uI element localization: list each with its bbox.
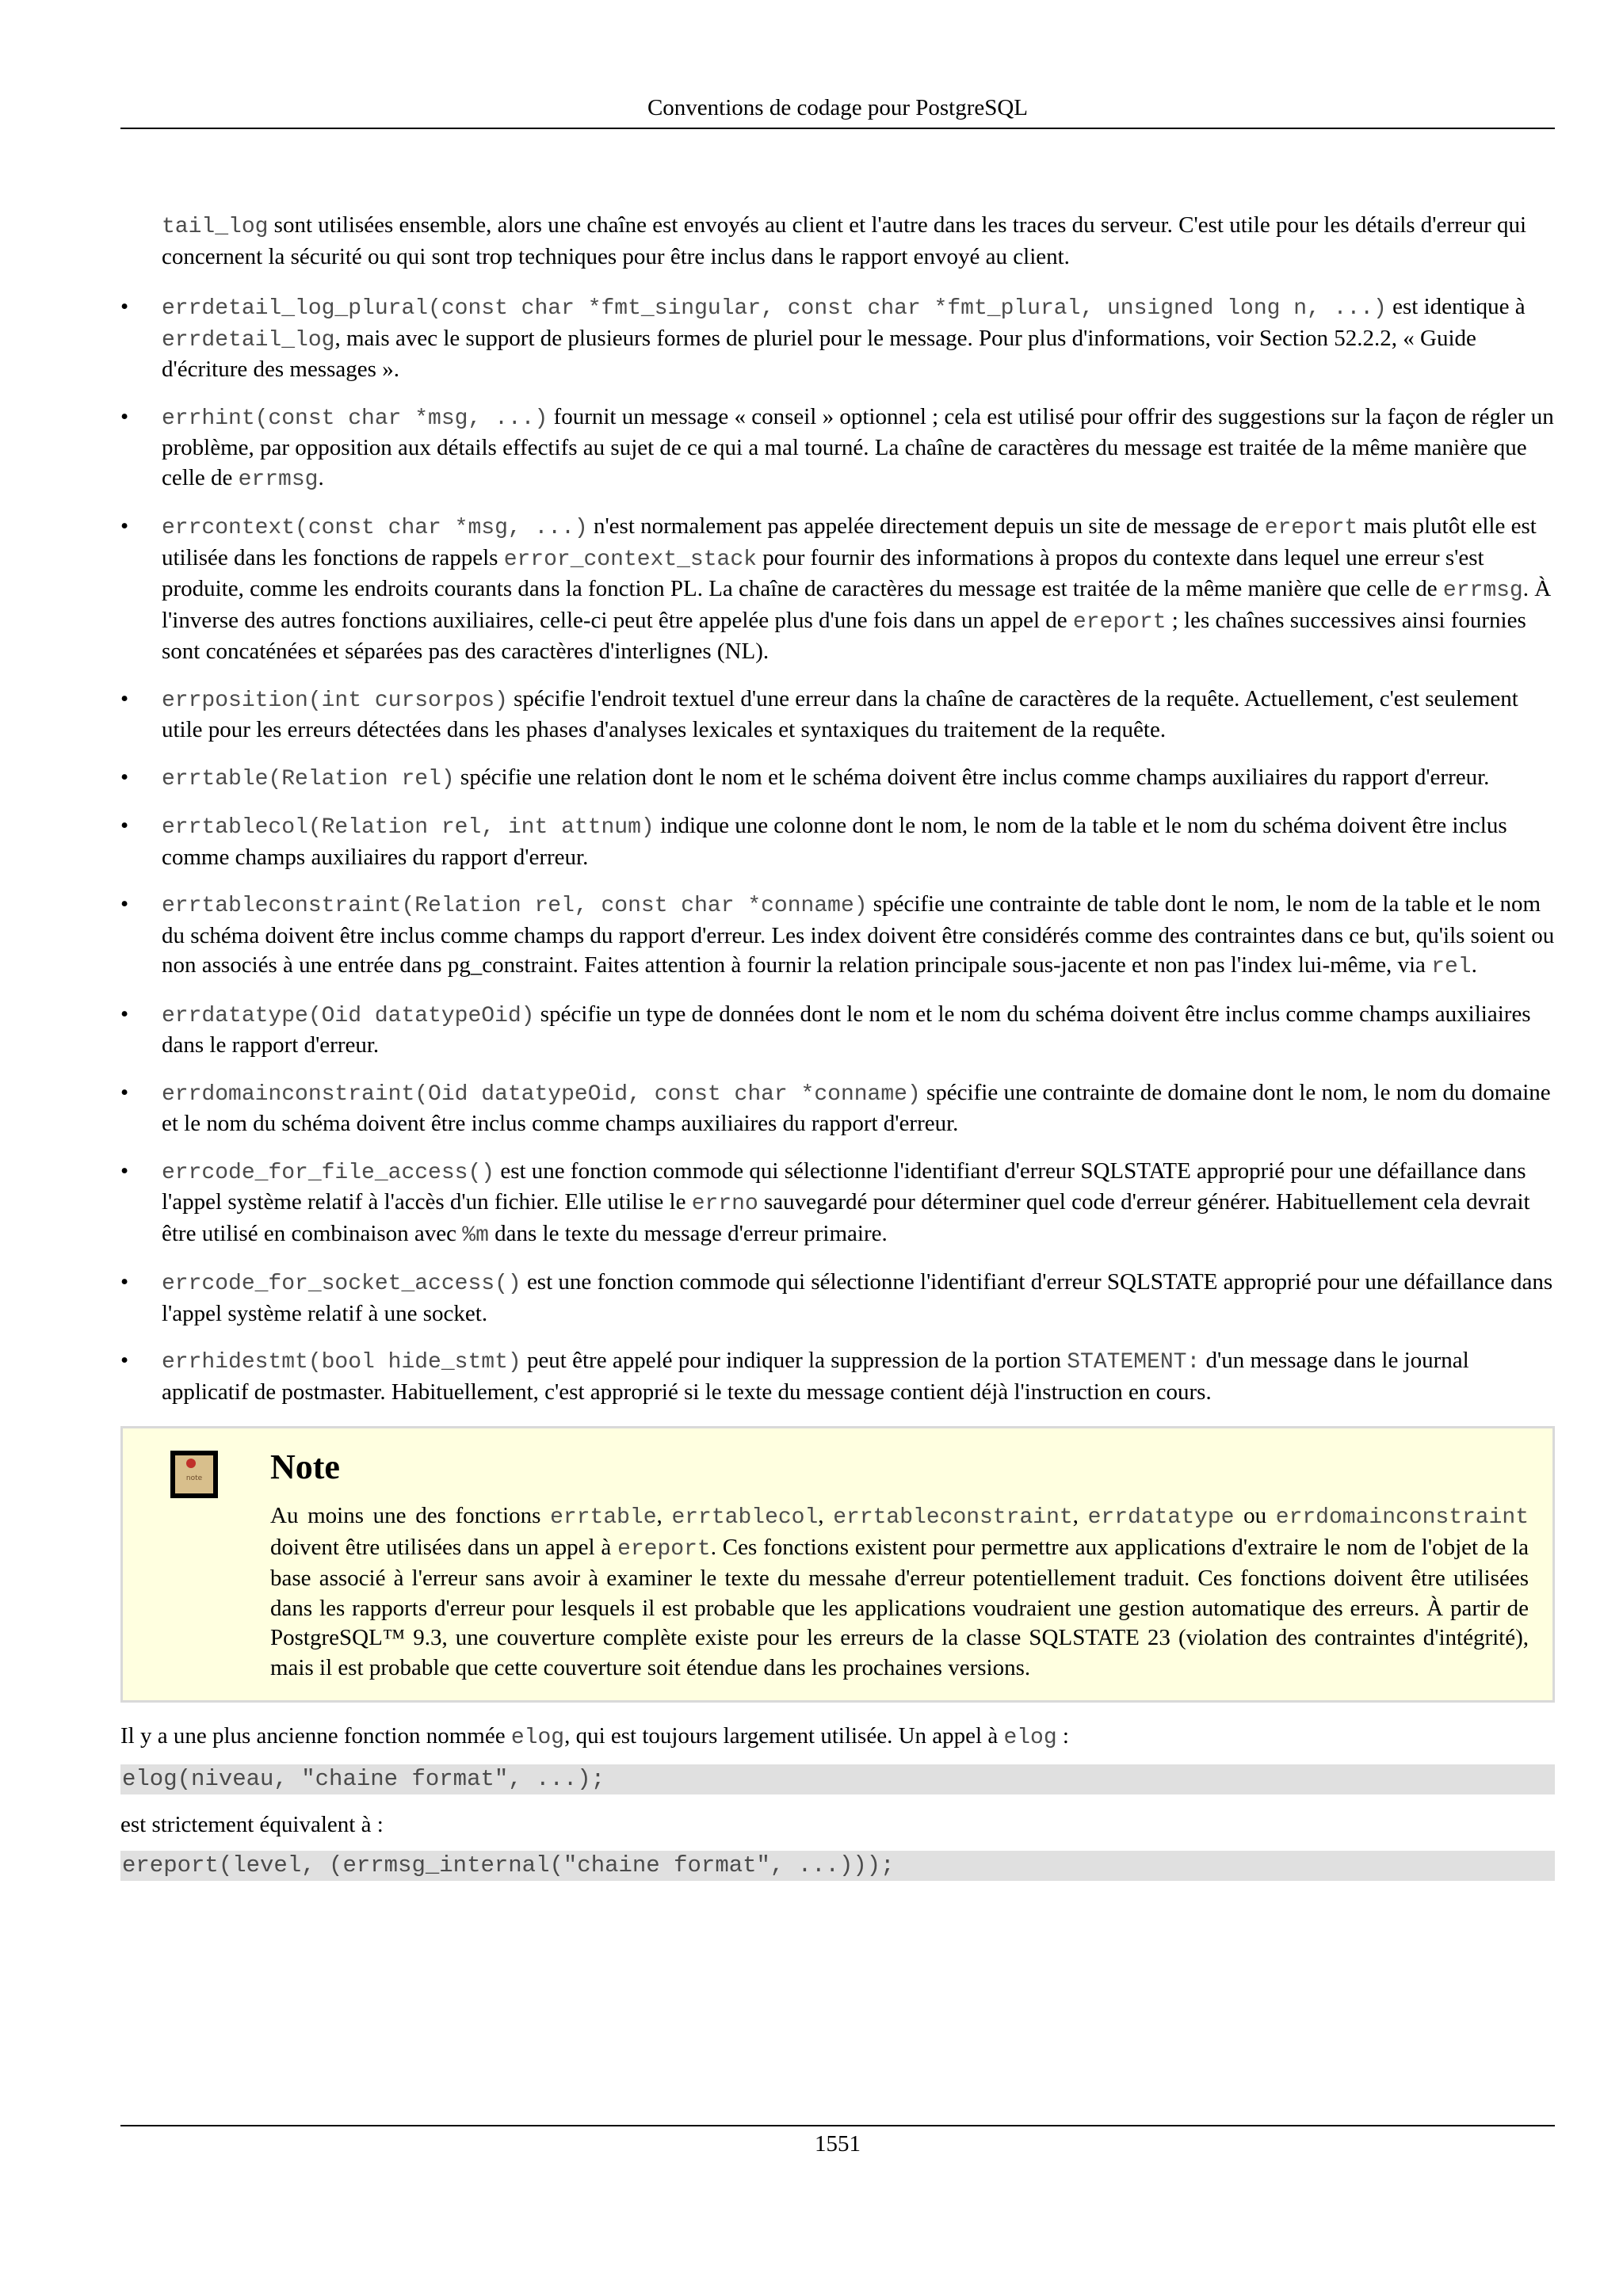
note-box [120,1426,1555,1703]
inline-code: error_context_stack [503,547,757,572]
inline-code: errmsg [238,467,319,492]
note-title: Note [270,1447,340,1486]
bullet-marker: • [120,764,129,790]
text-run: , [818,1503,834,1528]
inline-code: errdatatype [1087,1505,1235,1530]
text-run: fournit un message « conseil » optionnel ; cela est utilisé pour offrir des suggestions sur la façon de régler un problème, par opposition aux détails effectifs au sujet de ce qui a mal tourné. La chaîne de caractères du message est traitée de la même manière que celle de [162,403,1554,490]
inline-code: tail_log [162,215,269,239]
inline-code: elog [1003,1726,1057,1750]
bullet-marker: • [120,1001,129,1027]
list-item [120,512,1555,667]
text-run: est identique à [1386,294,1526,319]
inline-code: errno [691,1192,758,1216]
bullet-marker: • [120,1158,129,1184]
text-run: , [656,1503,672,1528]
inline-code: errcode_for_socket_access() [162,1272,521,1296]
inline-code: %m [462,1222,489,1248]
list-item [120,763,1555,795]
inline-code: errtable [550,1505,657,1530]
list-item [120,292,1555,385]
bullet-marker: • [120,294,129,319]
text-run: est une fonction commode qui sélectionne l'identifiant d'erreur SQLSTATE approprié pour une défaillance dans l'appel système relatif à une socket. [162,1269,1553,1326]
inline-code: errtableconstraint(Relation rel, const char *conname) [162,894,868,918]
text-run: pour fournir des informations à propos du contexte dans lequel une erreur s'est produite, comme les endroits courants dans la fonction PL. La chaîne de caractères du message est traitée de la même manière que celle de [162,544,1484,601]
bullet-marker: • [120,685,129,711]
text-run: spécifie une contrainte de domaine dont le nom, le nom du domaine et le nom du schéma doivent être inclus comme champs auxiliaires du rapport d'erreur. [162,1079,1551,1136]
inline-code: ereport [1264,516,1358,540]
text-run: . [1471,952,1477,978]
inline-code: errmsg [1442,578,1523,603]
list-item [120,1157,1555,1251]
note-icon [170,1451,218,1498]
bullet-marker: • [120,1269,129,1295]
equivalence-paragraph: est strictement équivalent à : [120,1811,384,1837]
text-run: : [1056,1723,1069,1749]
page-content [120,211,1555,1897]
text-run: Il y a une plus ancienne fonction nommée [120,1723,511,1749]
bullet-marker: • [120,813,129,838]
header-rule [120,128,1555,129]
inline-code: errdetail_log_plural(const char *fmt_singular, const char *fmt_plural, unsigned long n, ...) [162,296,1387,321]
inline-code: errdomainconstraint [1275,1505,1529,1530]
text-run: est une fonction commode qui sélectionne l'identifiant d'erreur SQLSTATE approprié pour une défaillance dans l'appel système relatif à l'accès d'un fichier. Elle utilise le [162,1158,1526,1215]
code-block-ereport: ereport(level, (errmsg_internal("chaine format", ...))); [120,1851,1555,1881]
code-block-elog: elog(niveau, "chaine format", ...); [120,1764,1555,1794]
inline-code: errhint(const char *msg, ...) [162,406,548,431]
text-run: d'un message dans le journal applicatif de postmaster. Habituellement, c'est approprié si le texte du message contient déjà l'instruction en cours. [162,1348,1469,1405]
inline-code: errtablecol [671,1505,819,1530]
inline-code: STATEMENT: [1067,1350,1201,1375]
note-body [270,1501,1529,1683]
text-run: spécifie l'endroit textuel d'une erreur dans la chaîne de caractères de la requête. Actuellement, c'est seulement utile pour les erreurs détectées dans les phases d'analyses lexicales et syntaxiques du traitement de la requête. [162,685,1518,742]
list-item [120,1078,1555,1139]
inline-code: ereport [1072,609,1167,635]
text-run: dans le texte du message d'erreur primaire. [488,1220,888,1246]
text-run: n'est normalement pas appelée directement depuis un site de message de [587,513,1265,539]
inline-code: errposition(int cursorpos) [162,688,508,713]
text-run: mais plutôt elle est utilisée dans les fonctions de rappels [162,513,1537,570]
inline-code: ereport [617,1536,711,1562]
bullet-marker: • [120,513,129,539]
running-header: Conventions de codage pour PostgreSQL [647,95,1029,120]
text-run: . À l'inverse des autres fonctions auxiliaires, celle-ci peut être appelée plus d'une fois dans un appel de [162,576,1552,633]
text-run: , qui est toujours largement utilisée. Un appel à [564,1723,1004,1749]
inline-code: errtable(Relation rel) [162,766,455,791]
list-item [120,1346,1555,1407]
inline-code: errtablecol(Relation rel, int attnum) [162,815,655,840]
text-run: spécifie une relation dont le nom et le schéma doivent être inclus comme champs auxiliaires du rapport d'erreur. [454,764,1490,790]
inline-code: rel [1431,955,1472,979]
text-run: ; les chaînes successives ainsi fournies sont concaténées et séparées pas des caractères d'interlignes (NL). [162,607,1526,664]
inline-code: errhidestmt(bool hide_stmt) [162,1350,521,1375]
list-item [120,1268,1555,1329]
bullet-marker: • [120,1079,129,1105]
paragraph-text: sont utilisées ensemble, alors une chaîne est envoyés au client et l'autre dans les traces du serveur. C'est utile pour les détails d'erreur qui concernent la sécurité ou qui sont trop techniques pour être inclus dans le rapport envoyé au client. [162,212,1527,269]
text-run: spécifie une contrainte de table dont le nom, le nom de la table et le nom du schéma doivent être inclus comme champs du rapport d'erreur. Les index doivent être considérés comme des contraintes dans ce but, qu'ils soient ou non associés à une entrée dans pg_constraint. Faites attention à fournir la relation principale sous-jacente et non pas l'index lui-même, via [162,891,1555,978]
inline-code: errcontext(const char *msg, ...) [162,516,588,540]
continued-paragraph [120,211,1555,272]
bullet-marker: • [120,891,129,917]
note-icon-label: note [175,1455,213,1493]
page-number: 1551 [815,2131,861,2157]
text-run: , [1072,1503,1088,1528]
function-list [120,292,1555,1407]
list-item [120,685,1555,746]
list-item [120,811,1555,872]
bullet-marker: • [120,403,129,429]
text-run: sauvegardé pour déterminer quel code d'erreur générer. Habituellement cela devrait être utilisé en combinaison avec [162,1189,1530,1246]
text-run: . [318,464,324,490]
text-run: ou [1234,1503,1276,1528]
text-run: peut être appelé pour indiquer la suppression de la portion [521,1348,1067,1373]
bullet-marker: • [120,1348,129,1373]
list-item [120,402,1555,495]
inline-code: errcode_for_file_access() [162,1160,495,1185]
inline-code: errdatatype(Oid datatypeOid) [162,1003,535,1028]
text-run: doivent être utilisées dans un appel à [270,1534,618,1560]
list-item [120,890,1555,982]
text-run: Au moins une des fonctions [270,1503,551,1528]
text-run: indique une colonne dont le nom, le nom de la table et le nom du schéma doivent être inclus comme champs auxiliaires du rapport d'erreur. [162,813,1507,870]
footer-rule [120,2125,1555,2126]
inline-code: errdomainconstraint(Oid datatypeOid, const char *conname) [162,1081,921,1107]
text-run: , mais avec le support de plusieurs formes de pluriel pour le message. Pour plus d'informations, voir Section 52.2.2, « Guide d'écriture des messages ». [162,325,1476,382]
text-run: . Ces fonctions existent pour permettre aux applications d'extraire le nom de l'objet de la base associé à l'erreur sans avoir à examiner le texte du messahe d'erreur potentiellement traduit. Ces fonctions doivent être utilisées dans les rapports d'erreur pour lesquels il est probable que les applications voudraient une gestion automatique des erreurs. À partir de PostgreSQL™ 9.3, une couverture complète existe pour les erreurs de la classe SQLSTATE 23 (violation des contraintes d'intégrité), mais il est probable que cette couverture soit étendue dans les prochaines versions. [270,1534,1529,1680]
inline-code: errdetail_log [162,327,335,353]
elog-paragraph [120,1722,1555,1753]
inline-code: errtableconstraint [833,1505,1073,1530]
inline-code: elog [510,1726,565,1750]
text-run: spécifie un type de données dont le nom et le nom du schéma doivent être inclus comme champs auxiliaires dans le rapport d'erreur. [162,1001,1531,1058]
list-item [120,1000,1555,1061]
